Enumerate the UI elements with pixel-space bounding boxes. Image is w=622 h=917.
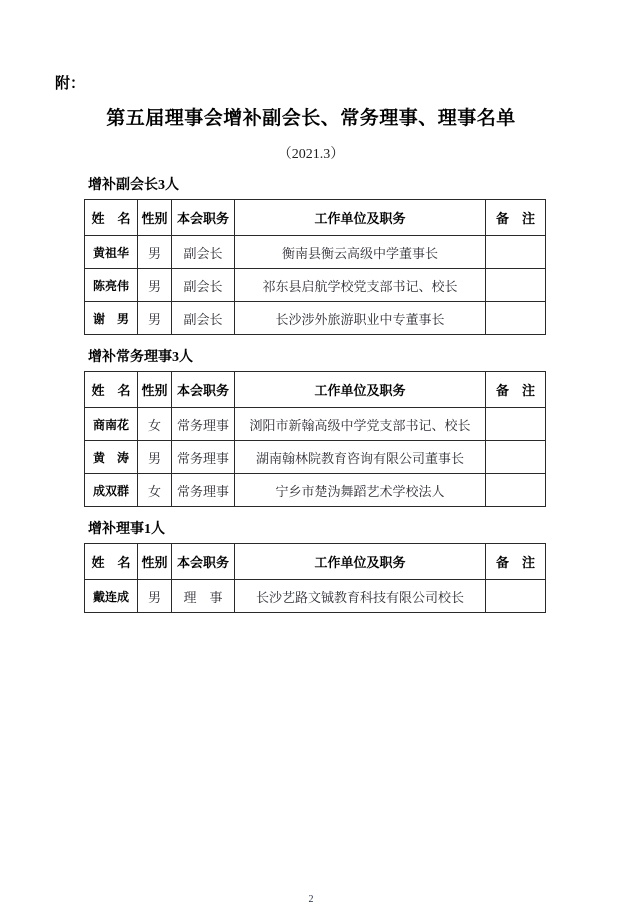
gender-cell: 男	[138, 302, 172, 335]
column-header: 姓 名	[85, 372, 138, 408]
column-header: 备 注	[486, 200, 546, 236]
column-header: 姓 名	[85, 544, 138, 580]
note-cell	[486, 441, 546, 474]
table-row	[85, 269, 546, 302]
position-cell: 常务理事	[172, 408, 235, 441]
sections-container	[84, 174, 545, 613]
gender-cell: 男	[138, 236, 172, 269]
column-header: 备 注	[486, 372, 546, 408]
roster-table	[84, 543, 546, 613]
table-row	[85, 474, 546, 507]
column-header: 本会职务	[172, 372, 235, 408]
position-cell: 常务理事	[172, 441, 235, 474]
column-header: 本会职务	[172, 200, 235, 236]
page-title: 第五届理事会增补副会长、常务理事、理事名单	[106, 108, 516, 129]
gender-cell: 男	[138, 580, 172, 613]
member-section	[84, 346, 545, 507]
work-cell: 长沙艺路文铖教育科技有限公司校长	[235, 580, 486, 613]
note-cell	[486, 408, 546, 441]
gender-cell: 女	[138, 474, 172, 507]
note-cell	[486, 269, 546, 302]
roster-table	[84, 371, 546, 507]
page-number: 2	[308, 894, 314, 905]
header-row	[85, 544, 546, 580]
roster-table	[84, 199, 546, 335]
member-section	[84, 518, 545, 613]
gender-cell: 女	[138, 408, 172, 441]
name-cell: 商南花	[85, 408, 138, 441]
work-cell: 浏阳市新翰高级中学党支部书记、校长	[235, 408, 486, 441]
position-cell: 副会长	[172, 236, 235, 269]
column-header: 工作单位及职务	[235, 200, 486, 236]
position-cell: 常务理事	[172, 474, 235, 507]
section-heading: 增补副会长3人	[88, 178, 179, 193]
table-row	[85, 302, 546, 335]
name-cell: 谢 男	[85, 302, 138, 335]
work-cell: 宁乡市楚沩舞蹈艺术学校法人	[235, 474, 486, 507]
column-header: 本会职务	[172, 544, 235, 580]
column-header: 性别	[138, 372, 172, 408]
header-row	[85, 200, 546, 236]
column-header: 备 注	[486, 544, 546, 580]
name-cell: 成双群	[85, 474, 138, 507]
name-cell: 戴连成	[85, 580, 138, 613]
name-cell: 黄祖华	[85, 236, 138, 269]
work-cell: 长沙涉外旅游职业中专董事长	[235, 302, 486, 335]
work-cell: 湖南翰林院教育咨询有限公司董事长	[235, 441, 486, 474]
note-cell	[486, 302, 546, 335]
column-header: 性别	[138, 200, 172, 236]
table-row	[85, 580, 546, 613]
gender-cell: 男	[138, 441, 172, 474]
section-heading: 增补常务理事3人	[88, 350, 193, 365]
table-row	[85, 408, 546, 441]
date-line: （2021.3）	[277, 147, 345, 162]
section-heading: 增补理事1人	[88, 522, 165, 537]
column-header: 工作单位及职务	[235, 372, 486, 408]
name-cell: 黄 涛	[85, 441, 138, 474]
document-page	[0, 72, 622, 917]
table-row	[85, 236, 546, 269]
position-cell: 理 事	[172, 580, 235, 613]
gender-cell: 男	[138, 269, 172, 302]
header-row	[85, 372, 546, 408]
note-cell	[486, 474, 546, 507]
name-cell: 陈亮伟	[85, 269, 138, 302]
column-header: 姓 名	[85, 200, 138, 236]
note-cell	[486, 236, 546, 269]
work-cell: 祁东县启航学校党支部书记、校长	[235, 269, 486, 302]
column-header: 性别	[138, 544, 172, 580]
member-section	[84, 174, 545, 335]
attachment-label: 附：	[55, 76, 86, 92]
note-cell	[486, 580, 546, 613]
position-cell: 副会长	[172, 269, 235, 302]
table-row	[85, 441, 546, 474]
position-cell: 副会长	[172, 302, 235, 335]
work-cell: 衡南县衡云高级中学董事长	[235, 236, 486, 269]
column-header: 工作单位及职务	[235, 544, 486, 580]
